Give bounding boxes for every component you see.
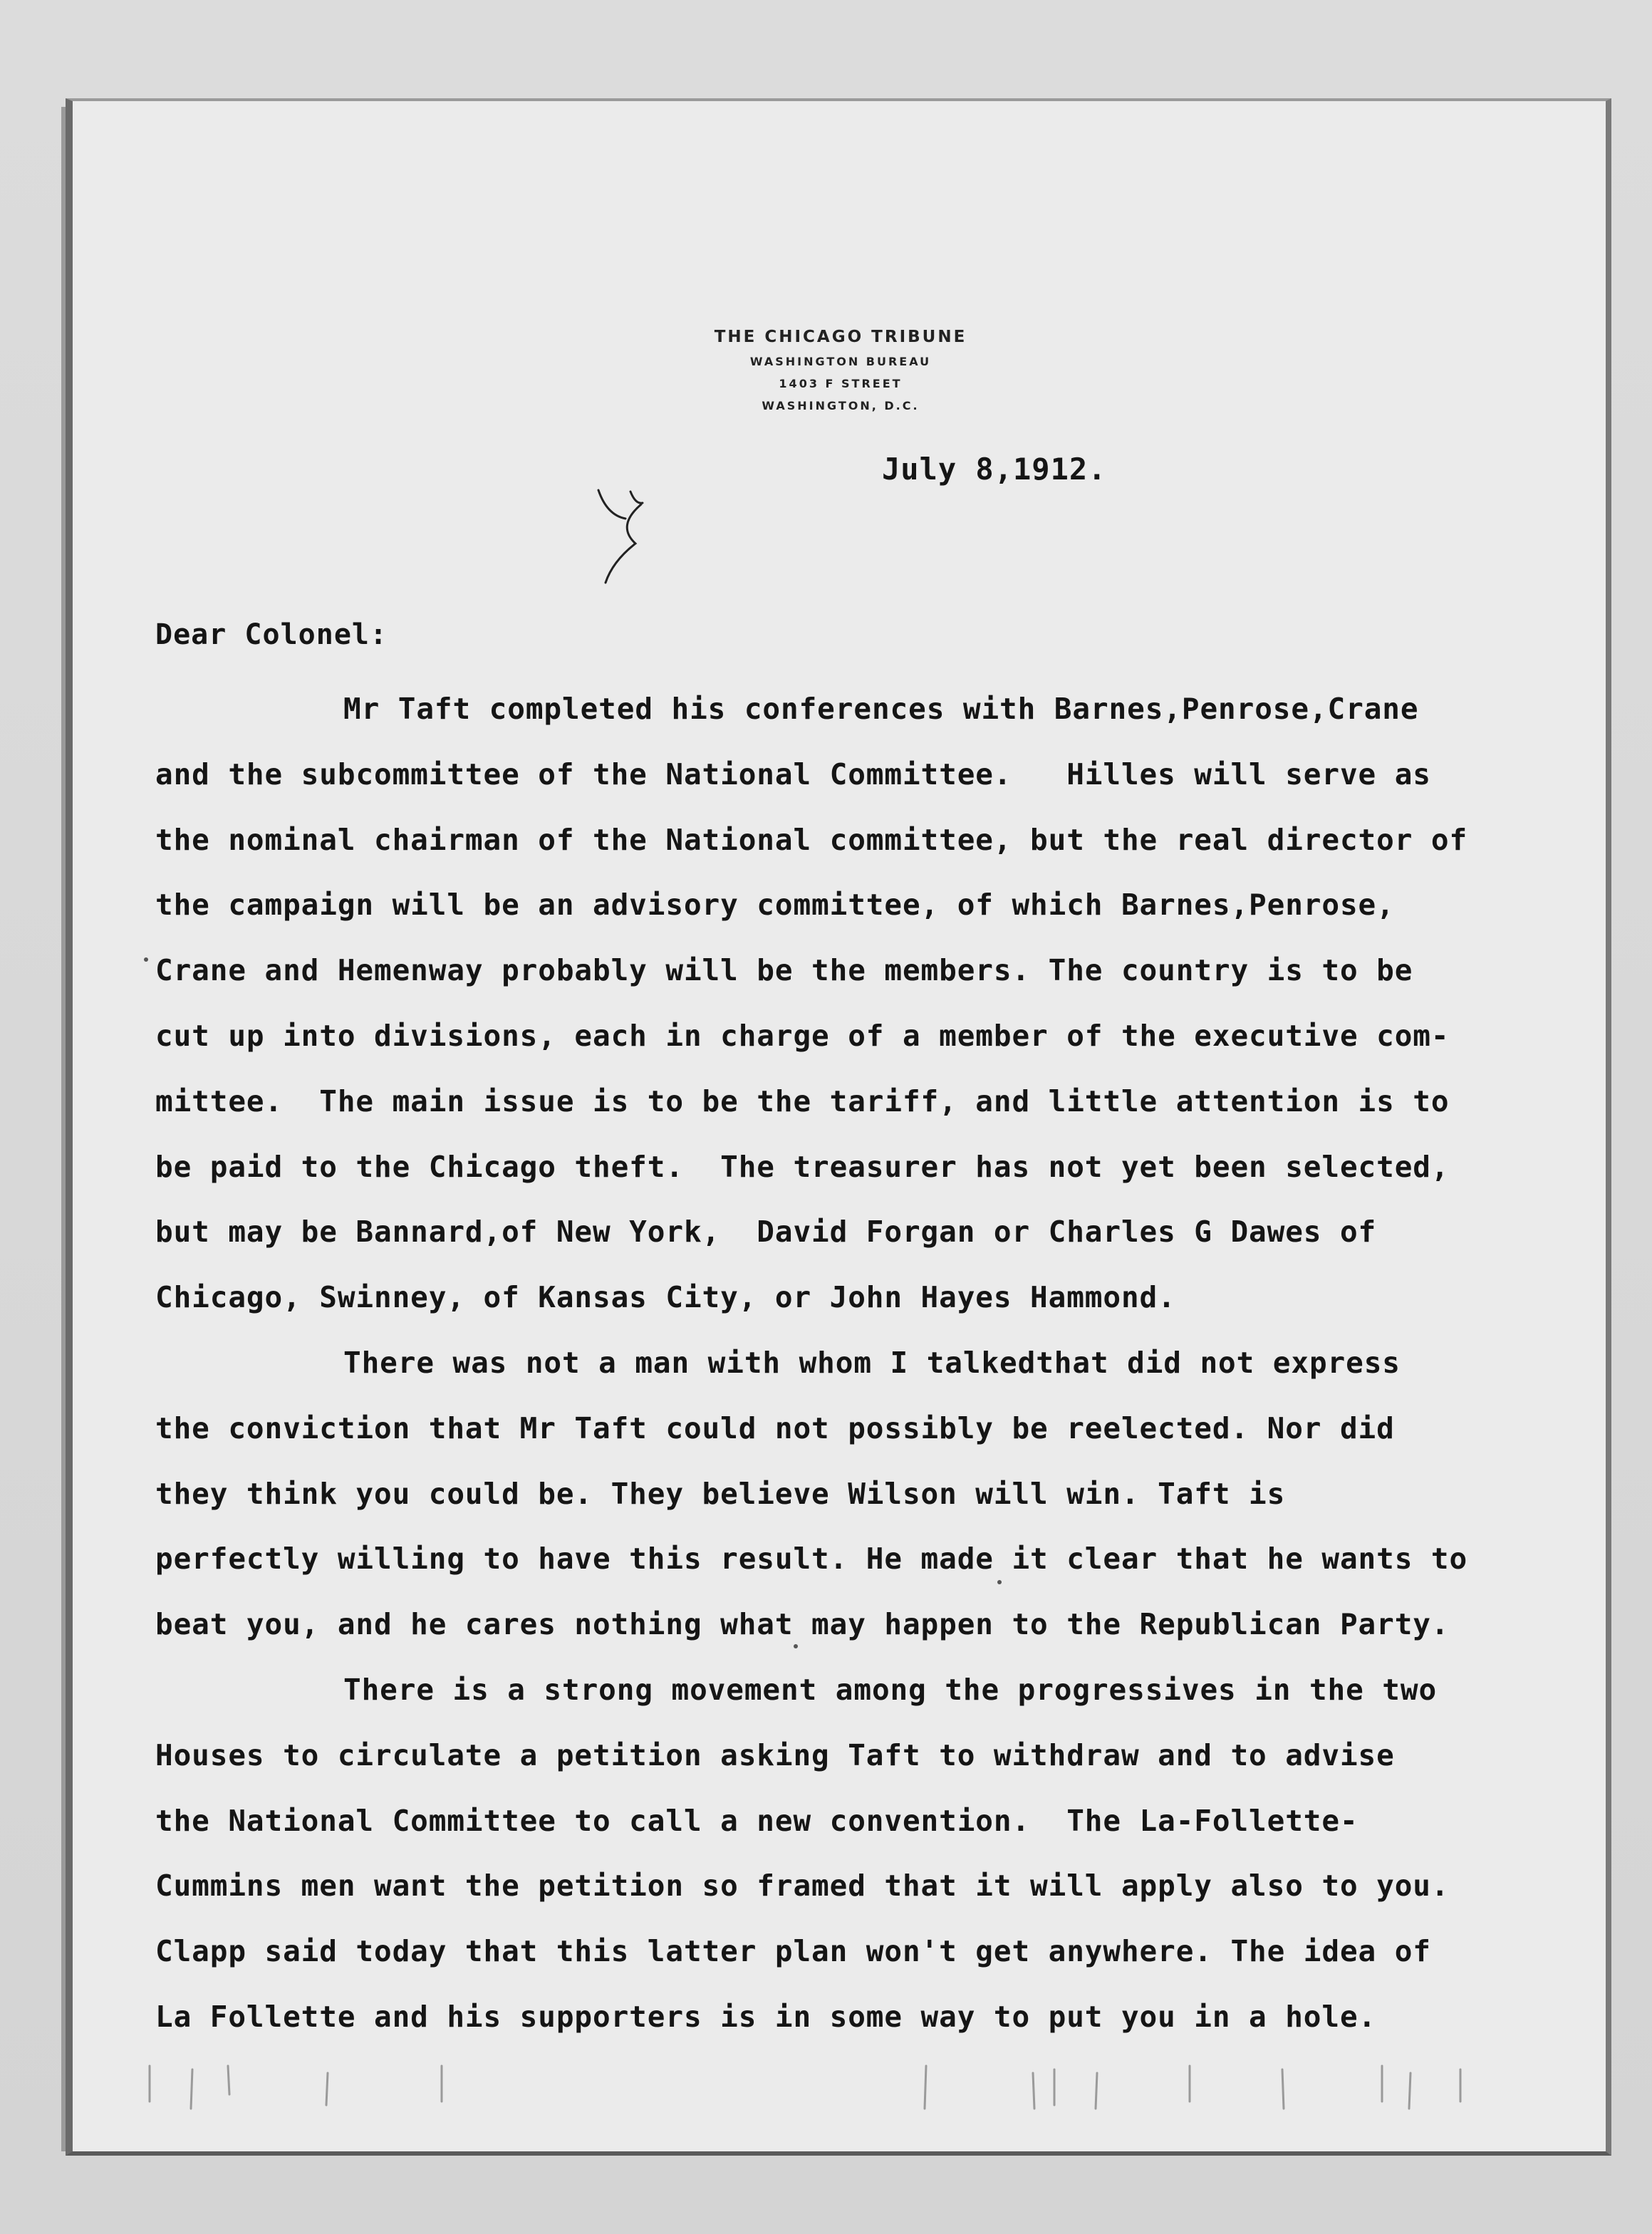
bleed-through-marks <box>114 2052 1539 2137</box>
body-line: cut up into divisions, each in charge of a member of the executive com- <box>155 1018 1450 1053</box>
letterhead <box>627 328 1054 421</box>
body-line: There was not a man with whom I talkedthat did not express <box>343 1345 1401 1380</box>
stray-ink-dot <box>997 1580 1002 1584</box>
letter-body <box>155 677 1552 2050</box>
body-line: they think you could be. They believe Wilson will win. Taft is <box>155 1476 1286 1511</box>
letterhead-city: WASHINGTON, D.C. <box>762 399 920 412</box>
body-line: Mr Taft completed his conferences with Barnes,Penrose,Crane <box>343 692 1419 726</box>
letter-date: July 8,1912. <box>882 452 1107 487</box>
body-line: Crane and Hemenway probably will be the members. The country is to be <box>155 953 1413 988</box>
stray-ink-dot <box>144 957 148 962</box>
letterhead-street: 1403 F STREET <box>779 377 903 390</box>
body-line: be paid to the Chicago theft. The treasurer has not yet been selected, <box>155 1149 1450 1184</box>
body-line: but may be Bannard,of New York, David Forgan or Charles G Dawes of <box>155 1215 1377 1250</box>
body-line: the National Committee to call a new convention. The La-Follette- <box>155 1803 1359 1838</box>
handwritten-check-mark <box>591 476 670 590</box>
letterhead-bureau: WASHINGTON BUREAU <box>749 355 932 368</box>
body-line: There is a strong movement among the progressives in the two <box>343 1672 1438 1707</box>
body-line: Clapp said today that this latter plan won't get anywhere. The idea of <box>155 1934 1431 1969</box>
body-line: and the subcommittee of the National Committee. Hilles will serve as <box>155 757 1431 791</box>
body-line: Cummins men want the petition so framed that it will apply also to you. <box>155 1869 1450 1903</box>
body-line: La Follette and his supporters is in some way to put you in a hole. <box>155 1999 1377 2034</box>
body-line: the conviction that Mr Taft could not possibly be reelected. Nor did <box>155 1410 1395 1445</box>
stray-ink-dot <box>794 1644 798 1648</box>
salutation: Dear Colonel: <box>155 618 388 651</box>
letterhead-name: THE CHICAGO TRIBUNE <box>714 328 967 346</box>
body-line: the campaign will be an advisory committee, of which Barnes,Penrose, <box>155 888 1395 923</box>
body-line: the nominal chairman of the National committee, but the real director of <box>155 822 1468 857</box>
body-line: Chicago, Swinney, of Kansas City, or John Hayes Hammond. <box>155 1280 1176 1315</box>
body-line: perfectly willing to have this result. He made it clear that he wants to <box>155 1542 1468 1576</box>
body-line: mittee. The main issue is to be the tariff, and little attention is to <box>155 1084 1450 1118</box>
body-line: Houses to circulate a petition asking Taft to withdraw and to advise <box>155 1737 1395 1772</box>
body-line: beat you, and he cares nothing what may happen to the Republican Party. <box>155 1607 1450 1642</box>
